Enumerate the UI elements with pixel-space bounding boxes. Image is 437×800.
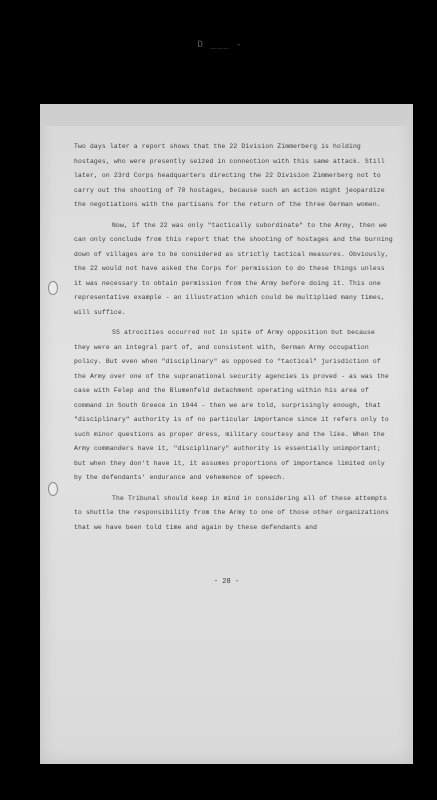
- punch-hole-icon: [48, 281, 58, 295]
- page-number: - 28 -: [213, 578, 240, 586]
- paragraph-2: Now, if the 22 was only "tactically subordinate" to the Army, then we can only conclude from this report that the shooting of hostages and the burning down of villages are to be considered as strictly tactical measures. Obviously, the 22 would not have asked the Corps for permission to do these things unless it was necessary to obtain permission from the Army before doing it. This one representative example - an illustration which could be multiplied many times, will suffice.: [74, 221, 393, 316]
- page-top-strip: [40, 104, 413, 126]
- paragraph-3: SS atrocities occurred not in spite of Army opposition but because they were an integral part of, and consistent with, German Army occupation policy. But even when "disciplinary" as opposed to "tactical" jurisdiction of the Army over one of the supranational security agencies is proved - as was the case with Felep and the Blumenfeld detachment operating within his area of command in South Greece in 1944 - then we are told, surprisingly enough, that "disciplinary" authority is of no particular importance since it refers only to such minor questions as proper dress, military courtesy and the like. When the Army commanders have it, "disciplinary" authority is essentially unimportant; but when they don't have it, it assumes proportions of importance limited only by the defendants' endurance and vehemence of speech.: [74, 329, 389, 481]
- paragraph-1: Two days later a report shows that the 22 Division Zimmerberg is holding hostages, who were presently seized in connection with this same attack. Still later, on 23rd Corps headquarters directing the 22 Division Zimmerberg not to carry out the shooting of 70 hostages, because such an action might jeopardize the negotiations with the partisans for the return of the three German women.: [74, 143, 385, 208]
- document-body: [74, 140, 394, 541]
- paragraph-4: The Tribunal should keep in mind in considering all of these attempts to shuttle the responsibility from the Army to one of those other organizations that we have been told time and again by these defendants and: [74, 494, 389, 531]
- punch-hole-icon: [48, 482, 58, 496]
- document-page: [40, 104, 413, 764]
- top-stamp-mark: D ___ -: [197, 40, 243, 50]
